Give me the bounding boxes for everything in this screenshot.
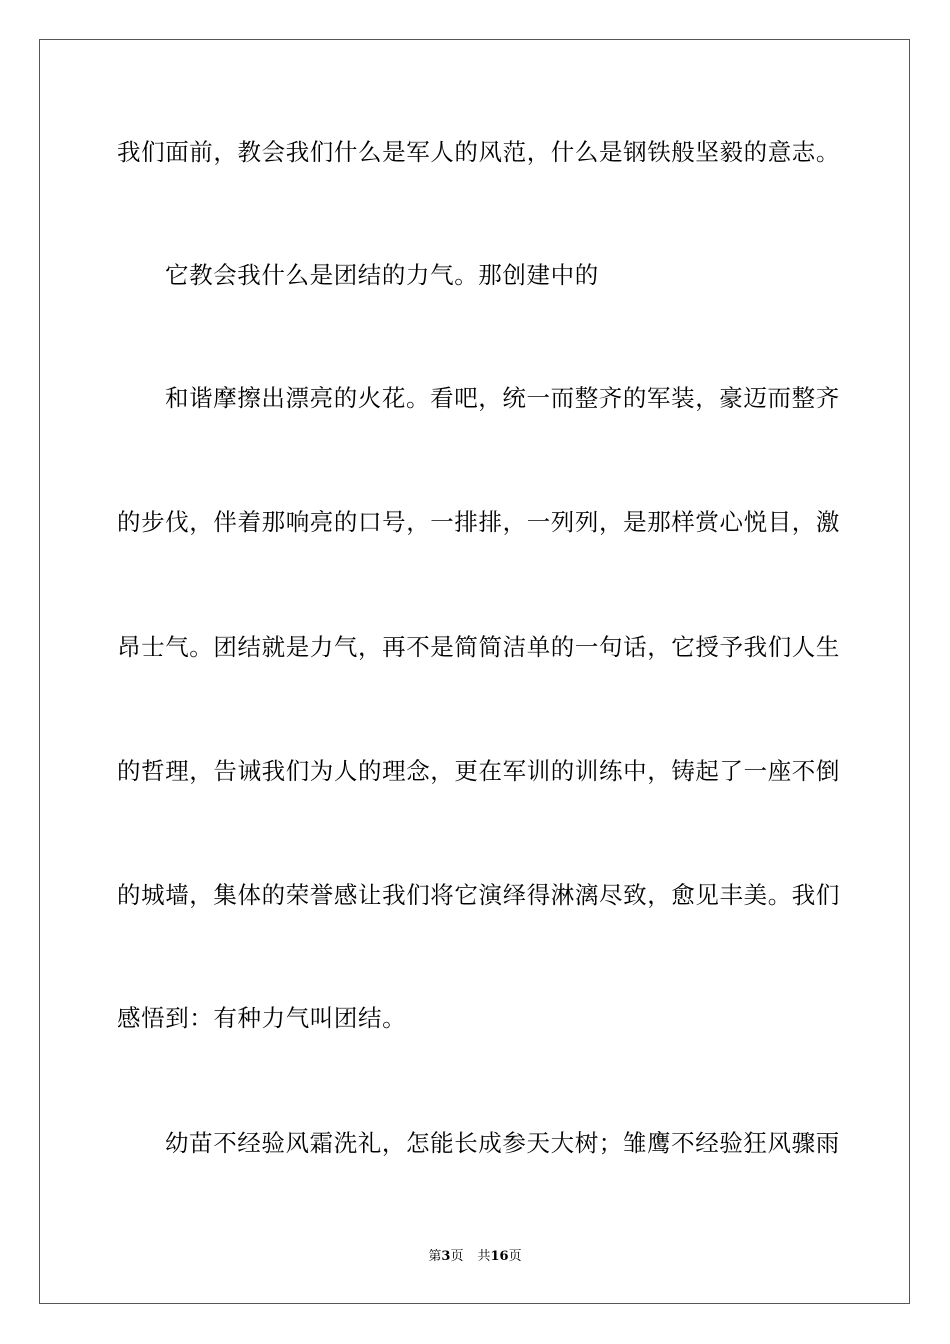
paragraph-line: 它教会我什么是团结的力气。那创建中的	[165, 261, 599, 289]
page-prefix: 第	[428, 1249, 442, 1264]
paragraph-line: 我们面前，教会我们什么是军人的风范，什么是钢铁般坚毅的意志。	[117, 138, 840, 166]
page-frame	[39, 39, 910, 1304]
total-pages: 16	[490, 1249, 509, 1264]
total-prefix: 共	[477, 1249, 491, 1264]
paragraph-line: 感悟到：有种力气叫团结。	[117, 1004, 407, 1032]
page-footer	[0, 1248, 950, 1266]
page-suffix: 页	[450, 1249, 464, 1264]
paragraph-line: 幼苗不经验风霜洗礼，怎能长成参天大树；雏鹰不经验狂风骤雨	[165, 1129, 840, 1157]
paragraph-line: 和谐摩擦出漂亮的火花。看吧，统一而整齐的军装，豪迈而整齐	[165, 384, 840, 412]
page-number: 3	[441, 1249, 451, 1264]
paragraph-line: 的哲理，告诫我们为人的理念，更在军训的训练中，铸起了一座不倒	[117, 757, 840, 785]
total-suffix: 页	[508, 1249, 522, 1264]
paragraph-line: 的步伐，伴着那响亮的口号，一排排，一列列，是那样赏心悦目，激	[117, 508, 840, 536]
paragraph-line: 的城墙，集体的荣誉感让我们将它演绎得淋漓尽致，愈见丰美。我们	[117, 881, 840, 909]
paragraph-line: 昂士气。团结就是力气，再不是简简洁单的一句话，它授予我们人生	[117, 633, 840, 661]
